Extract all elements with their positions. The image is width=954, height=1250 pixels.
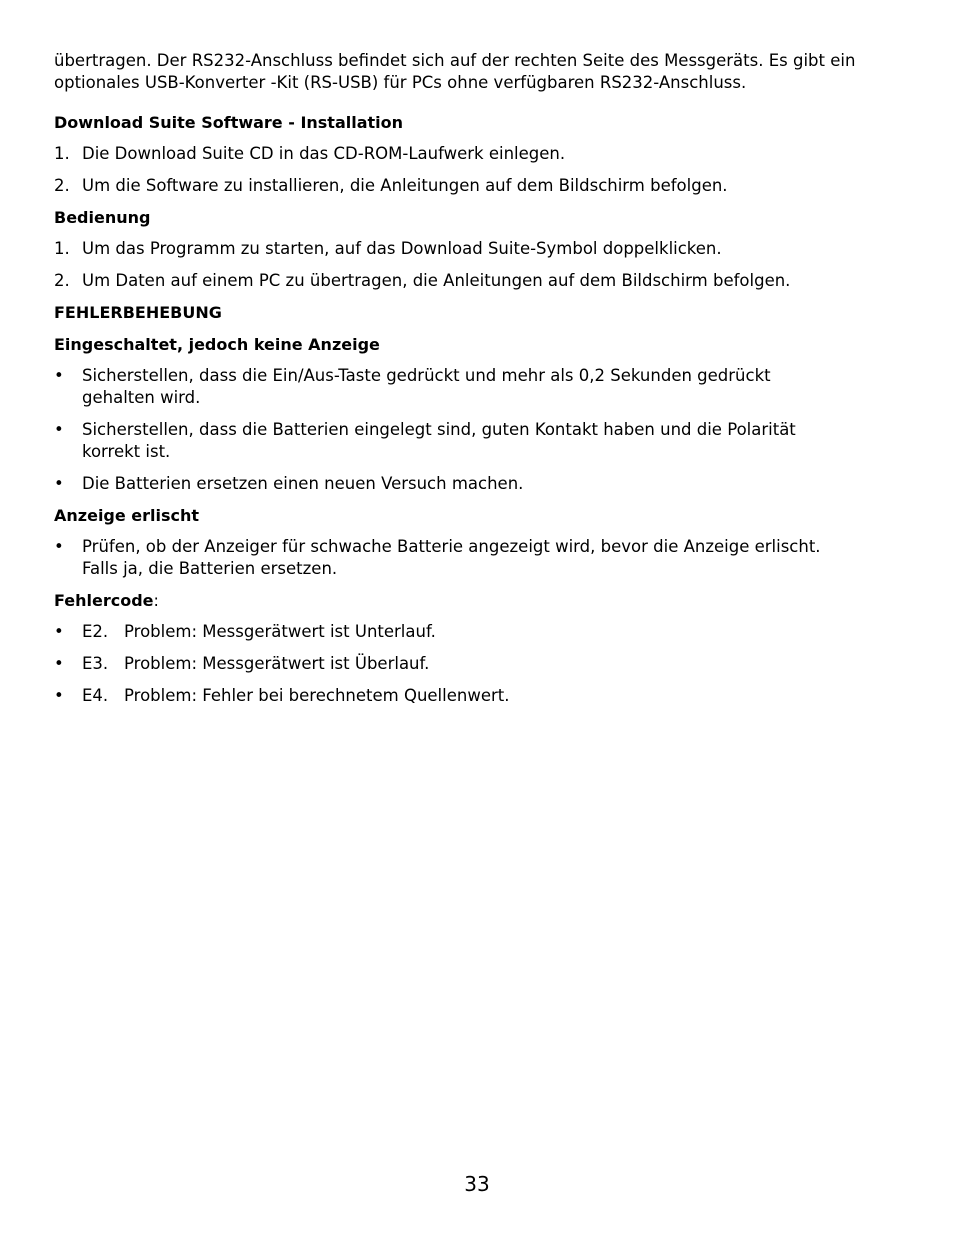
- install-steps: [54, 143, 906, 197]
- bullet-text-line-2: gehalten wird.: [82, 388, 201, 407]
- bullet-icon: •: [54, 474, 64, 493]
- error-code-heading-text: Fehlercode: [54, 591, 154, 610]
- intro-paragraph: [54, 50, 906, 94]
- error-code: E2.: [82, 622, 109, 641]
- bullet-icon: •: [54, 420, 64, 439]
- bullet-text-line-1: Prüfen, ob der Anzeiger für schwache Batterie angezeigt wird, bevor die Anzeige erlischt.: [82, 537, 821, 556]
- step-number: 1.: [54, 239, 70, 258]
- error-code-list: [54, 621, 906, 707]
- bullet-text-line-1: Sicherstellen, dass die Batterien eingelegt sind, guten Kontakt haben und die Polarität: [82, 420, 796, 439]
- list-item: [54, 621, 906, 643]
- intro-line-2: optionales USB-Konverter -Kit (RS-USB) für PCs ohne verfügbaren RS232-Anschluss.: [54, 73, 747, 92]
- list-item: [54, 270, 906, 292]
- step-text: Um die Software zu installieren, die Anleitungen auf dem Bildschirm befolgen.: [82, 176, 728, 195]
- step-text: Um Daten auf einem PC zu übertragen, die Anleitungen auf dem Bildschirm befolgen.: [82, 271, 791, 290]
- step-number: 2.: [54, 271, 70, 290]
- display-off-list: [54, 536, 906, 580]
- intro-line-1: übertragen. Der RS232-Anschluss befindet sich auf der rechten Seite des Messgeräts. Es gibt ein: [54, 51, 856, 70]
- error-description: Problem: Fehler bei berechnetem Quellenwert.: [124, 686, 510, 705]
- list-item: [54, 238, 906, 260]
- list-item: [54, 653, 906, 675]
- bullet-icon: •: [54, 366, 64, 385]
- list-item: [54, 536, 906, 580]
- list-item: [54, 473, 906, 495]
- bullet-icon: •: [54, 686, 64, 705]
- bullet-icon: •: [54, 654, 64, 673]
- list-item: [54, 365, 906, 409]
- no-display-list: [54, 365, 906, 495]
- bullet-text-line-1: Die Batterien ersetzen einen neuen Versuch machen.: [82, 474, 524, 493]
- display-off-heading: Anzeige erlischt: [54, 506, 200, 525]
- bullet-icon: •: [54, 537, 64, 556]
- step-number: 1.: [54, 144, 70, 163]
- list-item: [54, 143, 906, 165]
- operation-steps: [54, 238, 906, 292]
- troubleshooting-heading: FEHLERBEHEBUNG: [54, 303, 222, 322]
- error-code-heading: [54, 590, 906, 612]
- step-number: 2.: [54, 176, 70, 195]
- error-description: Problem: Messgerätwert ist Unterlauf.: [124, 622, 436, 641]
- error-description: Problem: Messgerätwert ist Überlauf.: [124, 654, 430, 673]
- error-code: E4.: [82, 686, 109, 705]
- install-heading: Download Suite Software - Installation: [54, 113, 404, 132]
- bullet-text-line-2: korrekt ist.: [82, 442, 171, 461]
- bullet-icon: •: [54, 622, 64, 641]
- error-code: E3.: [82, 654, 109, 673]
- no-display-heading: Eingeschaltet, jedoch keine Anzeige: [54, 335, 380, 354]
- list-item: [54, 685, 906, 707]
- document-page: [54, 50, 906, 717]
- step-text: Die Download Suite CD in das CD-ROM-Laufwerk einlegen.: [82, 144, 566, 163]
- operation-heading: Bedienung: [54, 208, 151, 227]
- bullet-text-line-2: Falls ja, die Batterien ersetzen.: [82, 559, 338, 578]
- list-item: [54, 419, 906, 463]
- error-code-heading-colon: :: [153, 591, 159, 610]
- page-number: 33: [464, 1172, 490, 1196]
- bullet-text-line-1: Sicherstellen, dass die Ein/Aus-Taste gedrückt und mehr als 0,2 Sekunden gedrückt: [82, 366, 771, 385]
- step-text: Um das Programm zu starten, auf das Download Suite-Symbol doppelklicken.: [82, 239, 722, 258]
- list-item: [54, 175, 906, 197]
